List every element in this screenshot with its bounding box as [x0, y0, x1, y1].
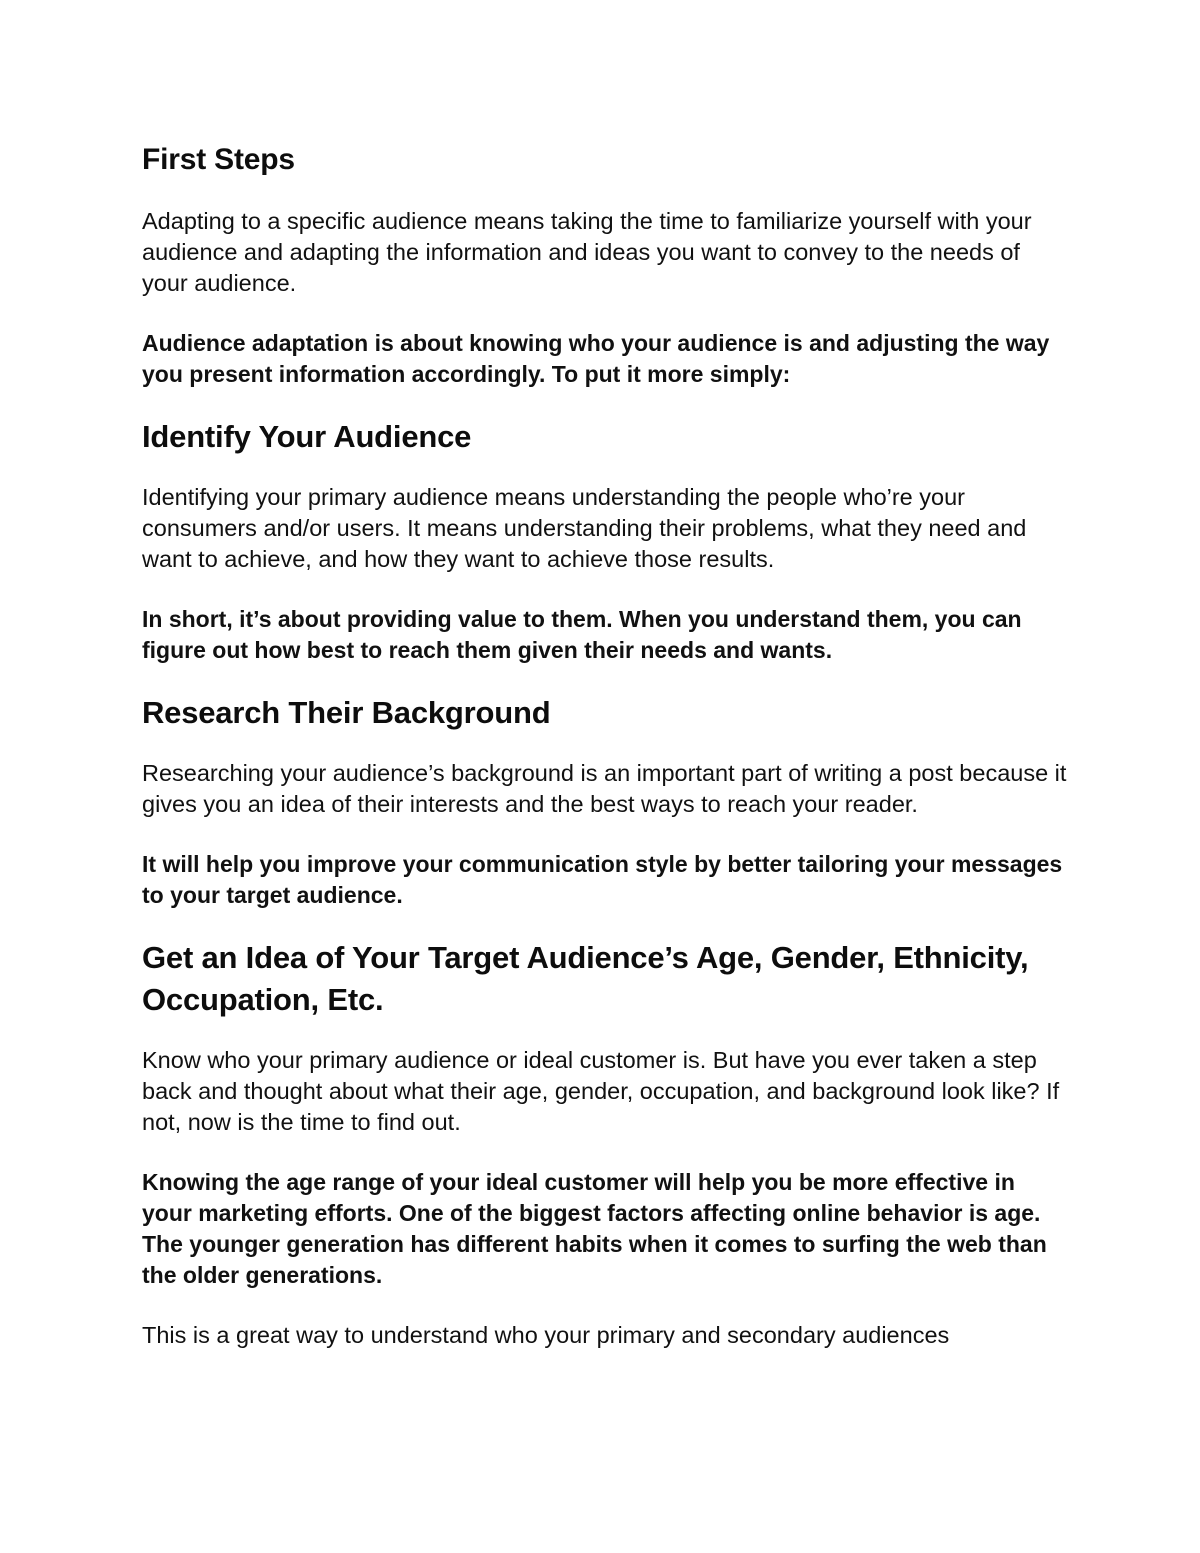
closing-paragraph: This is a great way to understand who your primary and secondary audiences: [142, 1322, 950, 1348]
bold-paragraph-identify-audience: In short, it’s about providing value to them. When you understand them, you can figure out how best to reach them given their needs and wants.: [142, 606, 1022, 663]
paragraph-first-steps: Adapting to a specific audience means taking the time to familiarize yourself with your audience and adapting the information and ideas you want to convey to the needs of your audience.: [142, 208, 1032, 296]
section-heading-target-audience-demographics: Get an Idea of Your Target Audience’s Age, Gender, Ethnicity, Occupation, Etc.: [142, 940, 1029, 1017]
bold-paragraph-target-audience-demographics: Knowing the age range of your ideal customer will help you be more effective in your marketing efforts. One of the biggest factors affecting online behavior is age. The younger generation has different habits when it comes to surfing the web than the older generations.: [142, 1169, 1047, 1288]
section-heading-identify-audience: Identify Your Audience: [142, 419, 472, 454]
paragraph-research-background: Researching your audience’s background is an important part of writing a post because it gives you an idea of their interests and the best ways to reach your reader.: [142, 760, 1067, 817]
section-heading-research-background: Research Their Background: [142, 695, 551, 730]
paragraph-target-audience-demographics: Know who your primary audience or ideal customer is. But have you ever taken a step back and thought about what their age, gender, occupation, and background look like? If not, now is the time to find out.: [142, 1047, 1060, 1135]
bold-paragraph-research-background: It will help you improve your communication style by better tailoring your messages to your target audience.: [142, 851, 1063, 908]
paragraph-identify-audience: Identifying your primary audience means understanding the people who’re your consumers and/or users. It means understanding their problems, what they need and want to achieve, and how they want to achieve those results.: [142, 484, 1027, 572]
section-heading-first-steps: First Steps: [142, 143, 295, 176]
document-page: [142, 138, 1067, 1351]
bold-paragraph-first-steps: Audience adaptation is about knowing who your audience is and adjusting the way you present information accordingly. To put it more simply:: [142, 330, 1050, 387]
